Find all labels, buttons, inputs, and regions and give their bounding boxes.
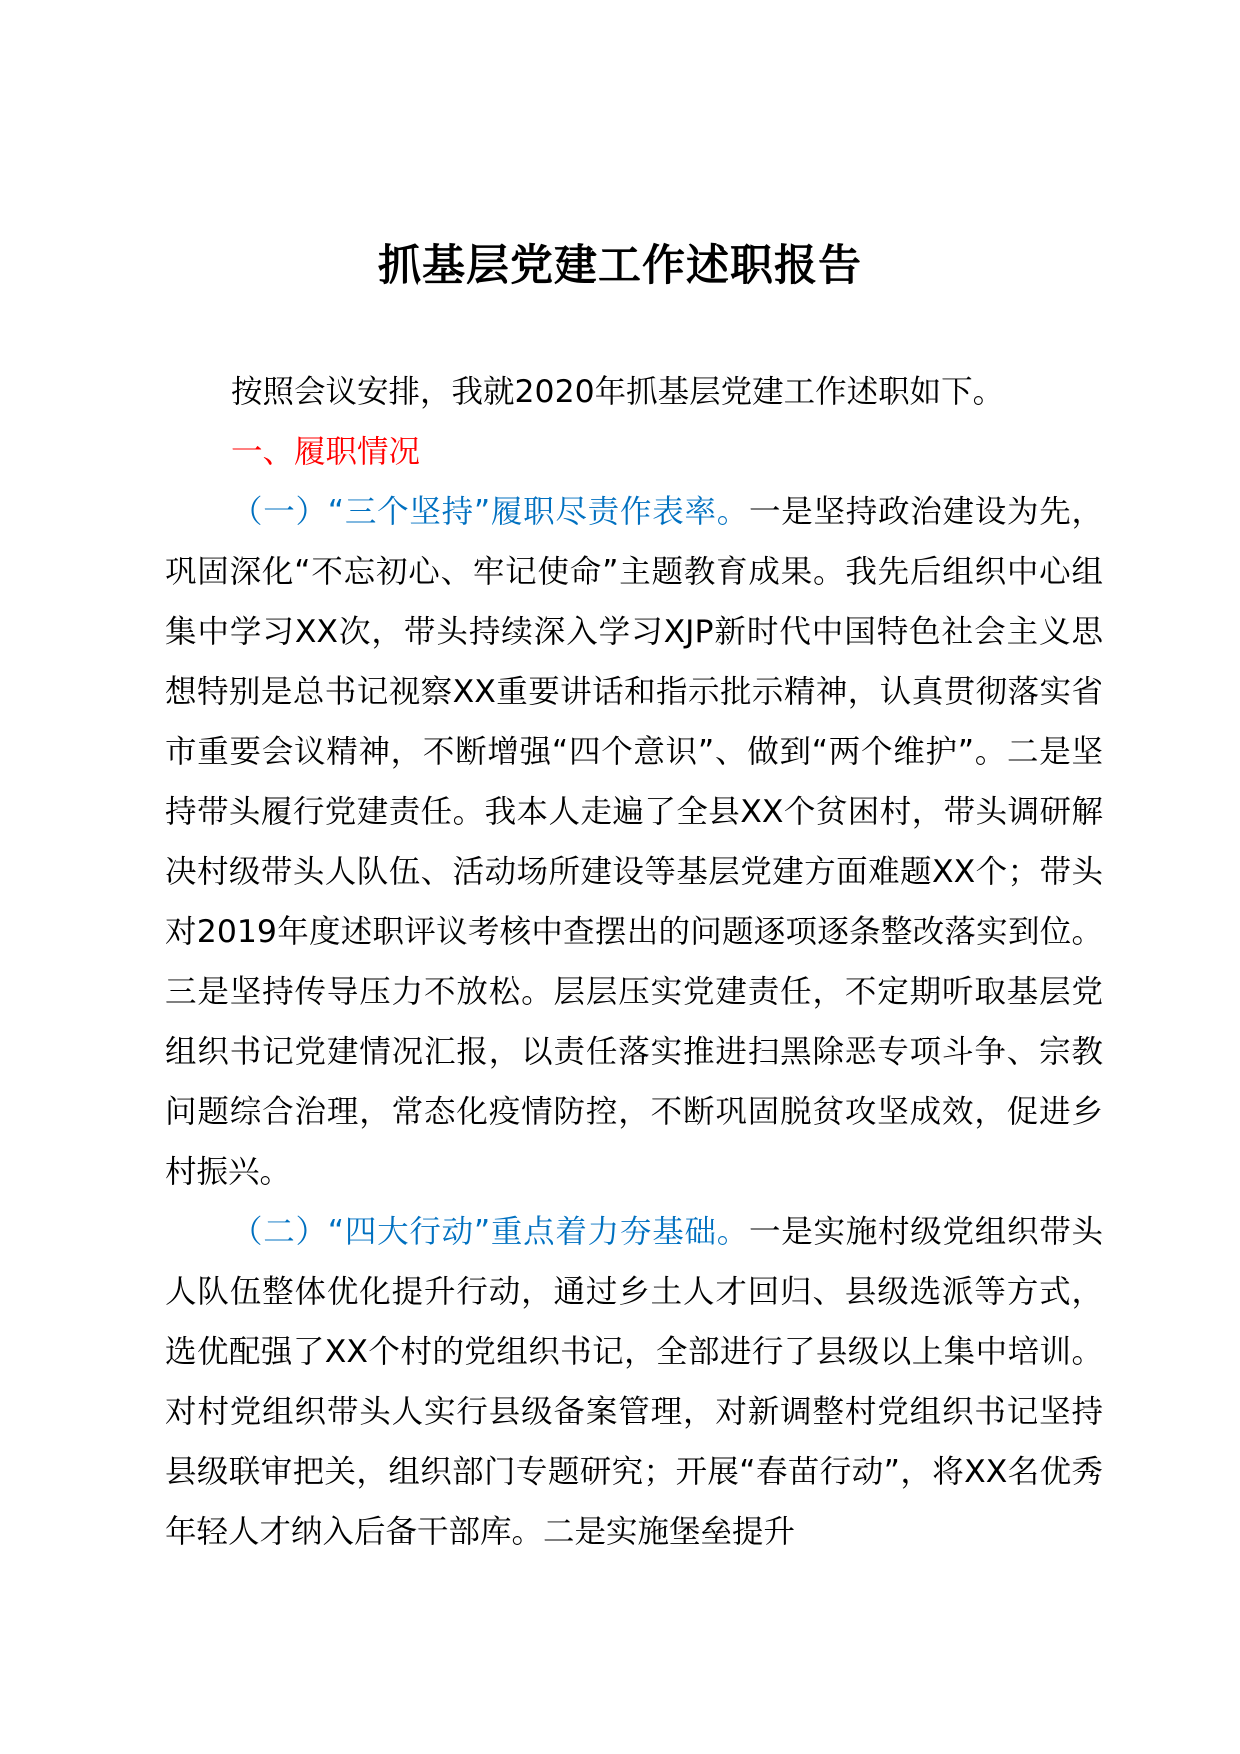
- document-title: 抓基层党建工作述职报告: [378, 241, 862, 291]
- subsection-paragraph-2: [165, 1202, 1103, 1562]
- subsection-lead-1: （一）“三个坚持”履职尽责作表率。: [231, 494, 749, 530]
- subsection-text-2: 一是实施村级党组织带头人队伍整体优化提升行动，通过乡土人才回归、县级选派等方式，选优配强了XX个村的党组织书记，全部进行了县级以上集中培训。对村党组织带头人实行县级备案管理，对新调整村党组织书记坚持县级联审把关，组织部门专题研究；开展“春苗行动”，将XX名优秀年轻人才纳入后备干部库。二是实施堡垒提升: [165, 1214, 1103, 1550]
- subsection-lead-2: （二）“四大行动”重点着力夯基础。: [231, 1214, 749, 1250]
- document-body: [165, 362, 1103, 1562]
- section-heading: 一、履职情况: [231, 434, 421, 470]
- subsection-text-1: 一是坚持政治建设为先，巩固深化“不忘初心、牢记使命”主题教育成果。我先后组织中心组集中学习XX次，带头持续深入学习XJP新时代中国特色社会主义思想特别是总书记视察XX重要讲话和指示批示精神，认真贯彻落实省市重要会议精神，不断增强“四个意识”、做到“两个维护”。二是坚持带头履行党建责任。我本人走遍了全县XX个贫困村，带头调研解决村级带头人队伍、活动场所建设等基层党建方面难题XX个；带头对2019年度述职评议考核中查摆出的问题逐项逐条整改落实到位。三是坚持传导压力不放松。层层压实党建责任，不定期听取基层党组织书记党建情况汇报，以责任落实推进扫黑除恶专项斗争、宗教问题综合治理，常态化疫情防控，不断巩固脱贫攻坚成效，促进乡村振兴。: [165, 494, 1103, 1190]
- intro-paragraph: 按照会议安排，我就2020年抓基层党建工作述职如下。: [231, 374, 1005, 410]
- subsection-paragraph-1: [165, 482, 1103, 1202]
